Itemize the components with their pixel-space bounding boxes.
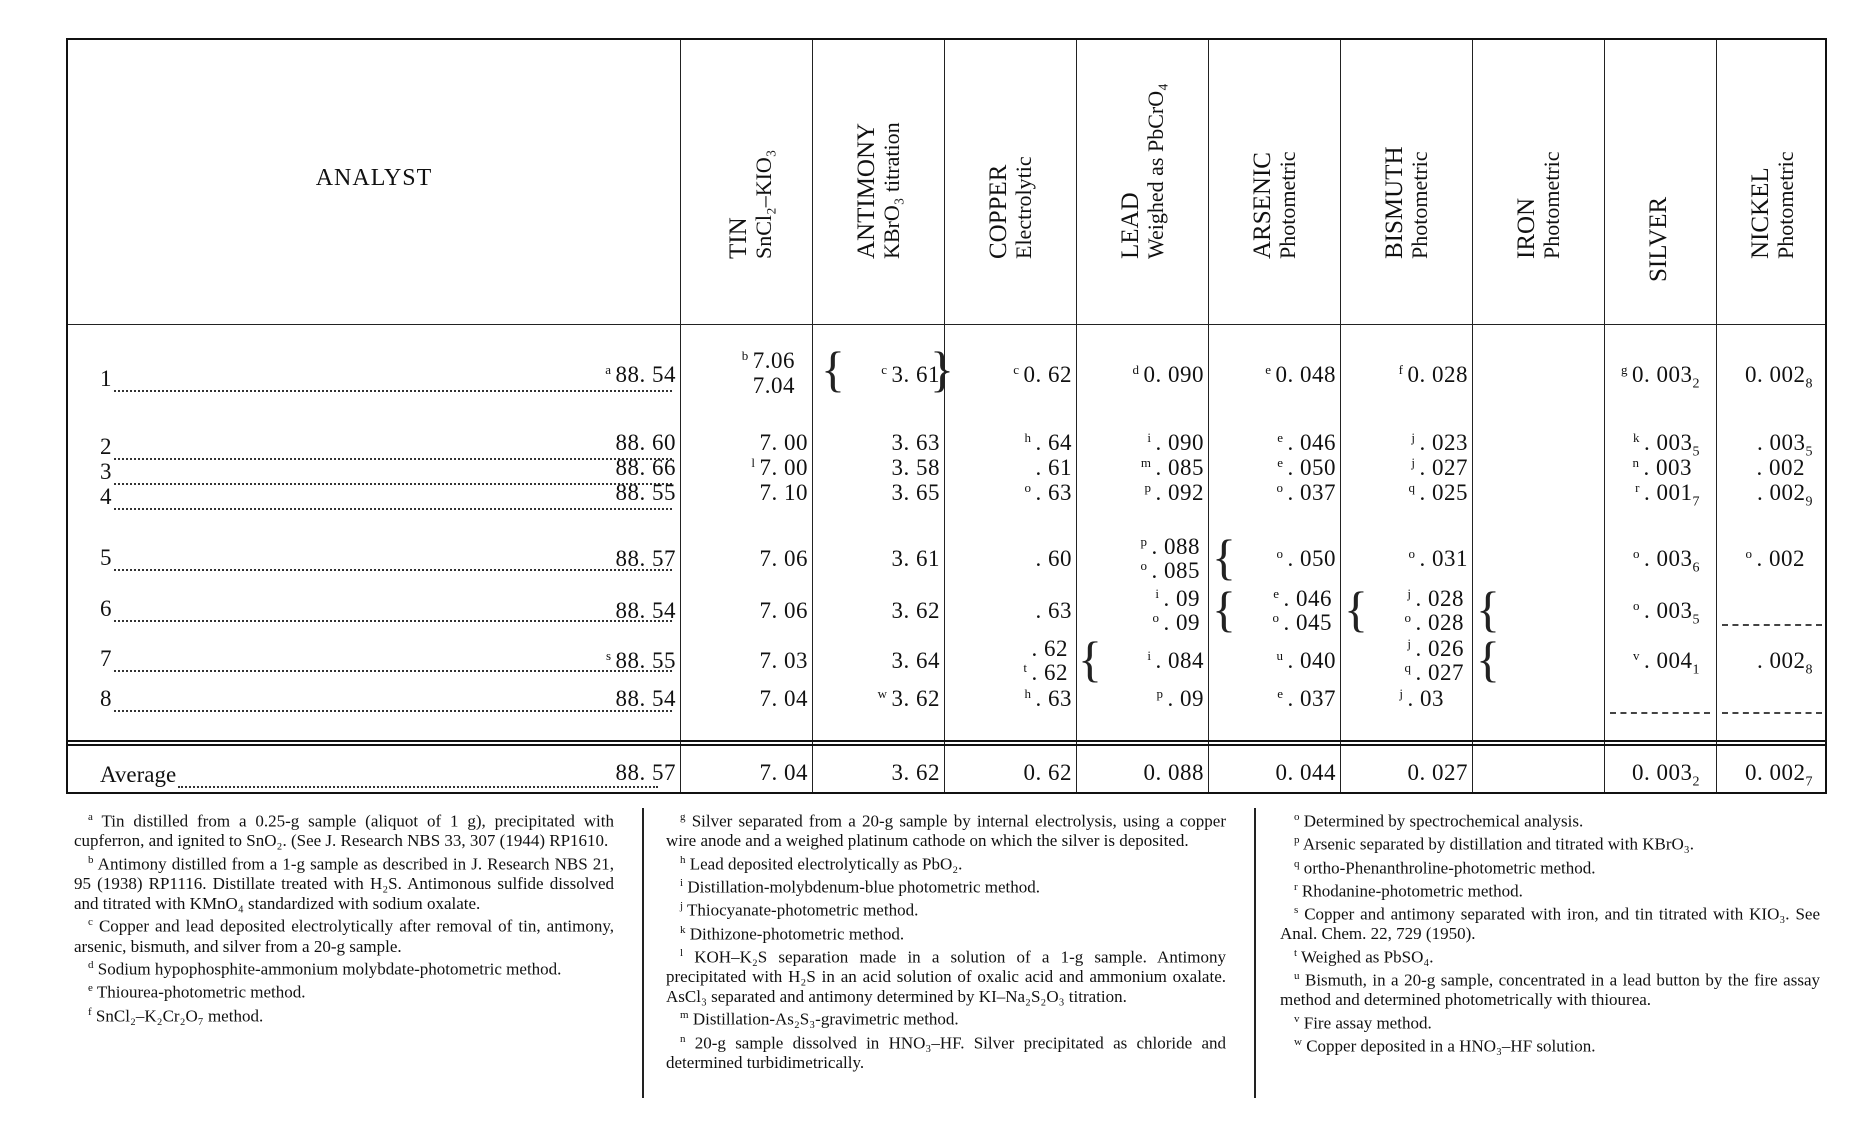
cell-antimony: 7. 04: [759, 686, 808, 711]
cell-arsenic: $^m$ . 085: [1140, 455, 1204, 480]
cell-lead: . 61: [1035, 455, 1072, 480]
col-header-iron: IRON Photometric: [1513, 151, 1565, 259]
cell-iron: $^j$ . 03: [1399, 686, 1444, 711]
cell-bismuth: $^e$ . 046: [1277, 430, 1336, 455]
cell-arsenic: $^i$ . 090: [1147, 430, 1204, 455]
row-label: 5: [100, 545, 672, 571]
cell-arsenic: $^i$ . 09: [1155, 586, 1200, 611]
cell-tin: 88. 54: [615, 686, 676, 711]
col-header-nickel: NICKEL Photometric: [1747, 151, 1799, 259]
cell-tin: 88. 60: [615, 430, 676, 455]
footnote: $^q$ ortho-Phenanthroline-photometric method.: [1294, 857, 1596, 878]
brace-left: {: [1078, 631, 1102, 687]
cell-lead: $^t$ . 62: [1023, 660, 1068, 685]
row-label-average: Average: [100, 762, 658, 788]
cell-bismuth: $^e$ . 046: [1273, 586, 1332, 611]
footnotes-column-1: [74, 808, 614, 1026]
footnote: $^i$ Distillation-molybdenum-blue photometric method.: [680, 877, 1041, 897]
cell-bismuth: $^o$ . 050: [1276, 546, 1336, 571]
cell-copper: 3. 64: [891, 648, 940, 673]
row-label: 1: [100, 366, 672, 392]
cell-nickel: 0. $002_8$: [1745, 362, 1813, 392]
cell-copper: 3. 62: [891, 598, 940, 623]
cell-arsenic: $^o$ . 09: [1152, 610, 1200, 635]
empty-cell-dash: [1610, 712, 1710, 714]
footnote: $^g$ Silver separated from a 20-g sample by internal electrolysis, using a copper wire anode and a weighed platinum cathode on which the silver is deposited.: [666, 811, 1226, 851]
cell-tin: 88. 57: [615, 546, 676, 571]
cell-copper: $^w$ 3. 62: [877, 686, 940, 711]
row-label: 8: [100, 686, 672, 712]
cell-nickel: $^o$ . 002: [1745, 546, 1805, 571]
col-header-arsenic: ARSENIC Photometric: [1249, 151, 1301, 259]
cell-nickel: . $002_9$: [1757, 480, 1813, 510]
row-label: 6: [100, 596, 672, 622]
cell-antimony: $^b$ 7.06: [741, 348, 795, 373]
brace-left: {: [1344, 581, 1368, 637]
row-label: 7: [100, 646, 672, 672]
row-label: 4: [100, 484, 672, 510]
cell-antimony: 7. 06: [759, 598, 808, 623]
cell-arsenic: $^d$ 0. 090: [1132, 362, 1204, 387]
cell-antimony: 7. 10: [759, 480, 808, 505]
cell-iron: $^j$ . 027: [1411, 455, 1468, 480]
col-header-silver: SILVER: [1645, 196, 1672, 282]
cell-copper: 3. 61: [891, 546, 940, 571]
footnote: $^w$ Copper deposited in a HNO₃–HF solution.: [1294, 1036, 1596, 1056]
cell-copper-average: 3. 62: [891, 760, 940, 785]
footnote: $^s$ Copper and antimony separated with iron, and tin titrated with KIO₃. See Anal. Chem. 22, 729 (1950).: [1280, 904, 1820, 944]
brace-left: {: [1476, 631, 1500, 687]
footnote: $^p$ Arsenic separated by distillation and titrated with KBrO₃.: [1294, 834, 1694, 854]
cell-arsenic: $^p$ . 088: [1140, 534, 1200, 559]
cell-bismuth: $^e$ 0. 048: [1265, 362, 1336, 387]
cell-nickel-average: 0. $002_7$: [1745, 760, 1813, 790]
footnote: $^c$ Copper and lead deposited electrolytically after removal of tin, antimony, arsenic, bismuth, and silver from a 20-g sample.: [74, 916, 615, 956]
empty-cell-dash: [1722, 712, 1822, 714]
cell-nickel: . 002: [1756, 455, 1805, 480]
brace-right: }: [930, 341, 954, 397]
cell-silver: $^r$ . $001_7$: [1635, 480, 1700, 510]
cell-silver: $^v$ . $004_1$: [1633, 648, 1700, 678]
cell-iron: $^o$ . 031: [1408, 546, 1468, 571]
cell-iron: $^q$ . 027: [1404, 660, 1464, 685]
footnote: $^h$ Lead deposited electrolytically as PbO₂.: [680, 853, 963, 874]
cell-silver-average: 0. $003_2$: [1632, 760, 1700, 790]
average-rule: [68, 740, 1825, 746]
cell-bismuth: $^e$ . 050: [1277, 455, 1336, 480]
cell-copper: 3. 65: [891, 480, 940, 505]
col-header-copper: COPPER Electrolytic: [985, 156, 1037, 259]
cell-bismuth: $^u$ . 040: [1276, 648, 1336, 673]
cell-bismuth: $^o$ . 037: [1276, 480, 1336, 505]
footnotes-column-2: [666, 808, 1226, 1072]
cell-iron: $^j$ . 023: [1411, 430, 1468, 455]
cell-nickel: . $002_8$: [1757, 648, 1813, 678]
empty-cell-dash: [1722, 624, 1822, 626]
footnote: $^f$ SnCl₂–K₂Cr₂O₇ method.: [88, 1005, 264, 1026]
cell-silver: $^k$ . $003_5$: [1633, 430, 1700, 460]
cell-silver: $^n$ . 003: [1632, 455, 1692, 480]
cell-antimony: 7. 06: [759, 546, 808, 571]
cell-arsenic: $^o$ . 085: [1140, 558, 1200, 583]
cell-iron: $^f$ 0. 028: [1398, 362, 1468, 387]
brace-left: {: [1212, 581, 1236, 637]
cell-bismuth-average: 0. 044: [1275, 760, 1336, 785]
cell-lead: $^o$ . 63: [1024, 480, 1072, 505]
col-header-lead: LEAD Weighed as PbCrO₄: [1117, 82, 1169, 259]
footnote: $^k$ Dithizone-photometric method.: [680, 923, 905, 944]
brace-left: {: [821, 341, 845, 397]
cell-antimony: $^l$ 7. 00: [751, 455, 808, 480]
footnote: $^e$ Thiourea-photometric method.: [88, 982, 306, 1003]
cell-antimony: 7. 00: [759, 430, 808, 455]
cell-tin: 88. 66: [615, 455, 676, 480]
cell-tin: $^a$ 88. 54: [605, 362, 676, 387]
footnote: $^t$ Weighed as PbSO₄.: [1294, 946, 1434, 967]
brace-left: {: [1212, 529, 1236, 585]
analysis-table: [66, 38, 1827, 794]
col-header-bismuth: BISMUTH Photometric: [1381, 146, 1433, 259]
cell-arsenic: $^p$ . 09: [1156, 686, 1204, 711]
footnote: $^n$ 20-g sample dissolved in HNO₃–HF. Silver precipitated as chloride and determined turbidimetrically.: [666, 1032, 1226, 1072]
footnote: $^a$ Tin distilled from a 0.25-g sample (aliquot of 1 g), precipitated with cupferron, and ignited to SnO₂. (See J. Research NBS 33, 307 (1944) RP1610.: [74, 811, 614, 851]
cell-tin: $^s$ 88. 55: [605, 648, 676, 673]
cell-arsenic: $^i$ . 084: [1147, 648, 1204, 673]
cell-antimony-average: 7. 04: [759, 760, 808, 785]
row-label: 2: [100, 434, 672, 460]
brace-left: {: [1476, 581, 1500, 637]
cell-antimony: 7. 03: [759, 648, 808, 673]
footnote: $^o$ Determined by spectrochemical analysis.: [1294, 811, 1584, 831]
footnote: $^b$ Antimony distilled from a 1-g sample as described in J. Research NBS 21, 95 (1938) RP1116. Distillate treated with H₂S. Antimonous sulfide dissolved and titrated with KMnO₄ standardized with sodium oxalate.: [74, 853, 615, 913]
cell-copper: $^c$ 3. 61: [881, 362, 940, 387]
cell-nickel: . $003_5$: [1757, 430, 1813, 460]
footnote: $^l$ KOH–K₂S separation made in a solution of a 1-g sample. Antimony precipitated with H₂S in an acid solution of oxalic acid and ammonium oxalate. AsCl₃ separated and antimony determined by KI–Na₂S₂O₃ titration.: [666, 946, 1227, 1006]
col-header-antimony: ANTIMONY KBrO₃ titration: [853, 122, 905, 259]
cell-tin: 88. 54: [615, 598, 676, 623]
cell-lead: . 63: [1035, 598, 1072, 623]
cell-tin-average: 88. 57: [615, 760, 676, 785]
cell-iron-average: 0. 027: [1407, 760, 1468, 785]
cell-copper: 3. 63: [891, 430, 940, 455]
cell-antimony: 7.04: [752, 373, 795, 398]
row-label: 3: [100, 459, 672, 485]
cell-lead: . 62: [1031, 636, 1068, 661]
cell-tin: 88. 55: [615, 480, 676, 505]
cell-silver: $^o$ . $003_6$: [1633, 546, 1700, 576]
analyst-header: ANALYST: [315, 165, 433, 191]
cell-bismuth: $^o$ . 045: [1272, 610, 1332, 635]
cell-bismuth: $^e$ . 037: [1277, 686, 1336, 711]
cell-arsenic-average: 0. 088: [1143, 760, 1204, 785]
cell-silver: $^o$ . $003_5$: [1633, 598, 1700, 628]
cell-iron: $^o$ . 028: [1404, 610, 1464, 635]
cell-arsenic: $^p$ . 092: [1144, 480, 1204, 505]
footnote: $^v$ Fire assay method.: [1294, 1012, 1432, 1033]
cell-iron: $^j$ . 028: [1407, 586, 1464, 611]
col-header-tin: TIN SnCl₂–KIO₃: [725, 149, 777, 259]
cell-lead: $^h$ . 63: [1024, 686, 1072, 711]
cell-lead: . 60: [1035, 546, 1072, 571]
cell-iron: $^j$ . 026: [1407, 636, 1464, 661]
cell-iron: $^q$ . 025: [1408, 480, 1468, 505]
footnote-column-divider: [642, 808, 644, 1098]
footnote-column-divider: [1254, 808, 1256, 1098]
footnotes-column-3: [1280, 808, 1820, 1056]
cell-lead: $^c$ 0. 62: [1013, 362, 1072, 387]
cell-silver: $^g$ 0. $003_2$: [1621, 362, 1700, 392]
cell-lead-average: 0. 62: [1023, 760, 1072, 785]
cell-lead: $^h$ . 64: [1024, 430, 1072, 455]
footnote: $^u$ Bismuth, in a 20-g sample, concentrated in a lead button by the fire assay method and determined photometrically with thiourea.: [1280, 970, 1820, 1010]
cell-copper: 3. 58: [891, 455, 940, 480]
footnote: $^j$ Thiocyanate-photometric method.: [680, 900, 919, 920]
footnote: $^d$ Sodium hypophosphite-ammonium molybdate-photometric method.: [88, 959, 562, 979]
footnote: $^m$ Distillation-As₂S₃-gravimetric method.: [680, 1009, 959, 1029]
footnote: $^r$ Rhodanine-photometric method.: [1294, 880, 1523, 901]
